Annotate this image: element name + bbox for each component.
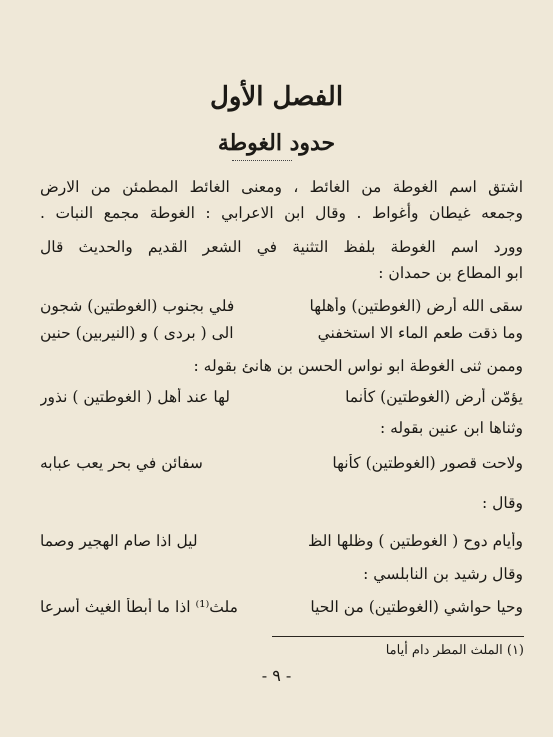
section-title: حدود الغوطة — [217, 130, 336, 156]
verse-second-hemistich: الى ( بردى ) و (النيربين) حنين — [40, 324, 234, 342]
verse-first-hemistich: وحيا حواشي (الغوطتين) من الحيا — [310, 598, 523, 616]
verse-first-hemistich: سقى الله أرض (الغوطتين) وأهلها — [309, 297, 523, 315]
footnote: (١) الملث المطر دام أياما — [385, 643, 524, 658]
verse-first-hemistich: وأيام دوح ( الغوطتين ) وظلها الظ — [307, 532, 523, 550]
chapter-title: الفصل الأول — [209, 82, 344, 112]
verse-first-hemistich: ولاحت قصور (الغوطتين) كأنها — [332, 454, 523, 472]
section-title-underline — [232, 160, 292, 161]
verse-line — [40, 324, 523, 342]
verse-intro: وممن ثنى الغوطة ابو نواس الحسن بن هانئ بقوله : — [193, 357, 523, 375]
footnote-rule — [272, 636, 524, 637]
verse-intro: وقال : — [481, 494, 523, 512]
verse-line — [40, 532, 523, 550]
verse-second-hemistich: سفائن في بحر يعب عبابه — [40, 454, 203, 472]
page-number: - ٩ - — [261, 666, 292, 685]
paragraph-2-line-2: ابو المطاع بن حمدان : — [378, 264, 523, 282]
verse-second-hemistich: لها عند أهل ( الغوطتين ) نذور — [40, 388, 230, 406]
verse-second-hemistich: فلي بجنوب (الغوطتين) شجون — [40, 297, 235, 315]
verse-second-hemistich: ليل اذا صام الهجير وصما — [40, 532, 198, 550]
paragraph-2-line-1: وورد اسم الغوطة بلفظ التثنية في الشعر القديم والحديث قال — [40, 238, 523, 256]
verse-line — [40, 297, 523, 315]
verse-intro: وقال رشيد بن النابلسي : — [363, 565, 523, 583]
verse-line — [40, 388, 523, 406]
paragraph-1-line-2: وجمعه غيطان وأغواط . وقال ابن الاعرابي : الغوطة مجمع النبات . — [40, 204, 523, 222]
verse-line — [40, 598, 523, 616]
verse-line — [40, 454, 523, 472]
verse-intro: وثناها ابن عنين بقوله : — [379, 419, 523, 437]
verse-first-hemistich: وما ذقت طعم الماء الا استخفني — [317, 324, 523, 342]
verse-second-hemistich: ملث⁽¹⁾ اذا ما أبطأ الغيث أسرعا — [40, 598, 238, 616]
verse-first-hemistich: يؤمّن أرض (الغوطتين) كأنما — [345, 388, 523, 406]
paragraph-1-line-1: اشتق اسم الغوطة من الغائط ، ومعنى الغائط المطمئن من الارض — [40, 178, 523, 196]
